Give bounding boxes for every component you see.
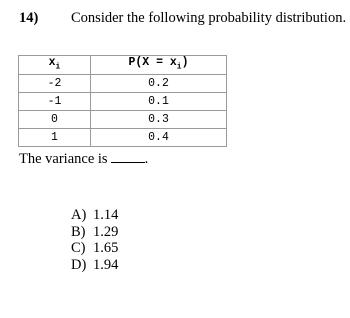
- variance-statement: [19, 150, 148, 167]
- table-row: [19, 129, 227, 147]
- choice-label: D): [71, 256, 87, 273]
- header-probability-suffix: ): [181, 56, 189, 69]
- table-header-row: [19, 56, 227, 75]
- table-row: [19, 93, 227, 111]
- header-x-subscript: i: [55, 62, 61, 72]
- choice-a[interactable]: [71, 207, 118, 224]
- header-x: [19, 56, 91, 75]
- x-value: -1: [19, 93, 91, 111]
- choice-d[interactable]: [71, 257, 118, 274]
- choice-label: B): [71, 223, 86, 240]
- x-value: 0: [19, 111, 91, 129]
- question-number: 14): [19, 10, 39, 26]
- variance-text: The variance is: [19, 151, 108, 167]
- answer-blank: [111, 150, 145, 163]
- header-probability: [91, 56, 227, 75]
- choice-value: 1.65: [93, 240, 119, 256]
- choice-label: A): [71, 207, 87, 223]
- header-probability-subscript: i: [176, 62, 182, 72]
- x-value: -2: [19, 75, 91, 93]
- p-value: 0.3: [91, 111, 227, 129]
- header-x-symbol: x: [48, 56, 56, 69]
- choice-value: 1.14: [93, 207, 119, 223]
- header-probability-prefix: P(X = x: [128, 56, 177, 69]
- table-row: [19, 75, 227, 93]
- p-value: 0.1: [91, 93, 227, 111]
- p-value: 0.4: [91, 129, 227, 147]
- variance-end: .: [144, 151, 149, 167]
- x-value: 1: [19, 129, 91, 147]
- choice-c[interactable]: [71, 240, 118, 257]
- question-prompt: Consider the following probability distribution.: [71, 10, 347, 26]
- choice-label: C): [71, 240, 86, 256]
- choice-b[interactable]: [71, 224, 118, 241]
- answer-choices: [71, 207, 118, 273]
- probability-table: [18, 55, 227, 147]
- p-value: 0.2: [91, 75, 227, 93]
- choice-value: 1.94: [93, 256, 119, 273]
- choice-value: 1.29: [93, 223, 119, 240]
- table-row: [19, 111, 227, 129]
